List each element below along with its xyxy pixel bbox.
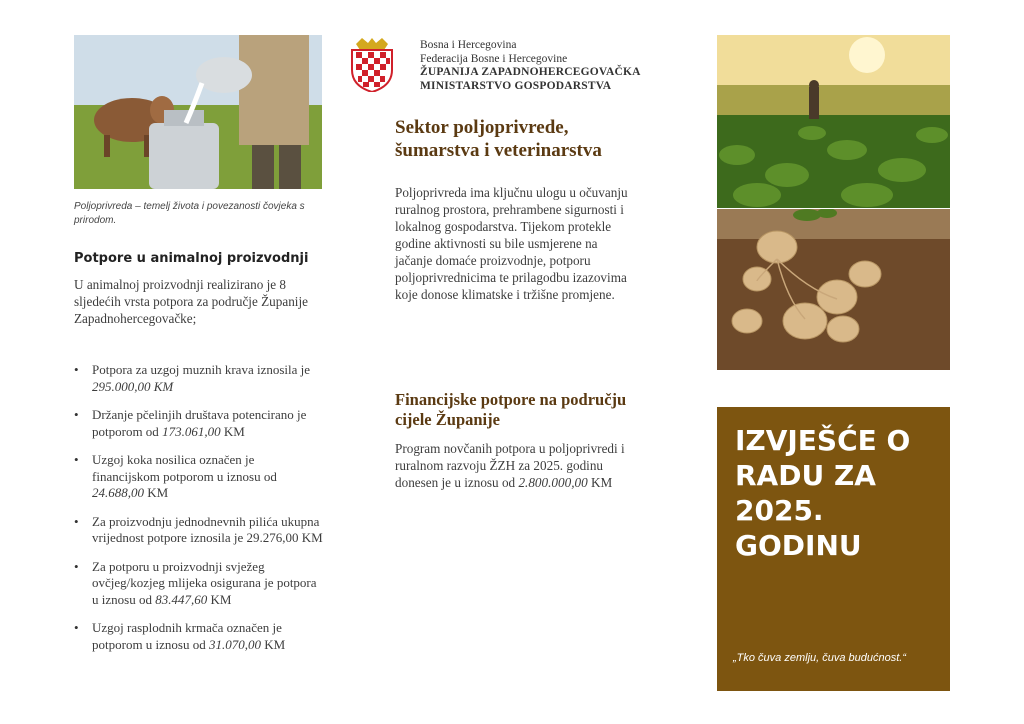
county-name: ŽUPANIJA ZAPADNOHERCEGOVAČKA	[420, 66, 641, 79]
sector-title: Sektor poljoprivrede, šumarstva i veterinarstva	[395, 117, 602, 161]
list-item: • Držanje pčelinjih društava potencirano je potporom od 173.061,00 KM	[74, 407, 324, 440]
farm-field-photo	[717, 35, 950, 208]
coat-of-arms-icon	[348, 38, 396, 92]
federation-name: Federacija Bosne i Hercegovine	[420, 52, 568, 65]
list-item: • Potpora za uzgoj muznih krava iznosila je 295.000,00 KM	[74, 362, 324, 395]
milk-pouring-photo	[74, 35, 322, 189]
ministry-name: MINISTARSTVO GOSPODARSTVA	[420, 79, 612, 92]
list-item: • Uzgoj koka nosilica označen je financijskom potporom u iznosu od 24.688,00 KM	[74, 452, 324, 502]
animal-production-intro: U animalnoj proizvodnji realizirano je 8 sljedećih vrsta potpora za područje Županije Zapadnohercegovačke;	[74, 277, 308, 326]
photo-caption: Poljoprivreda – temelj života i povezanosti čovjeka s prirodom.	[74, 201, 305, 226]
support-list	[74, 362, 324, 665]
financial-support-body: Program novčanih potpora u poljoprivredi i ruralnom razvoju ŽZH za 2025. godinu donesen je u iznosu od 2.800.000,00 KM	[395, 441, 625, 490]
financial-support-title: Financijske potpore na području cijele Županije	[395, 390, 627, 429]
organization-header	[420, 39, 680, 93]
list-item: • Za potporu u proizvodnji svježeg ovčjeg/kozjeg mlijeka osigurana je potpora u iznosu od 83.447,60 KM	[74, 559, 324, 609]
report-title: IZVJEŠĆE O RADU ZA 2025. GODINU	[735, 424, 911, 562]
country-name: Bosna i Hercegovina	[420, 39, 517, 51]
animal-production-heading: Potpore u animalnoj proizvodnji	[74, 251, 309, 266]
list-item: • Uzgoj rasplodnih krmača označen je potporom u iznosu od 31.070,00 KM	[74, 620, 324, 653]
potato-harvest-photo	[717, 209, 950, 370]
list-item: • Za proizvodnju jednodnevnih pilića ukupna vrijednost potpore iznosila je 29.276,00 KM	[74, 514, 324, 547]
sector-body: Poljoprivreda ima ključnu ulogu u očuvanju ruralnog prostora, prehrambene sigurnosti i lokalnog gospodarstva. Tijekom protekle godine aktivnosti su bile usmjerene na jačanje domaće proizvodnje, potporu poljoprivrednicima te prilagodbu izazovima koje donose klimatske i tržišne promjene.	[395, 185, 628, 302]
report-quote: „Tko čuva zemlju, čuva budućnost.“	[733, 652, 907, 664]
